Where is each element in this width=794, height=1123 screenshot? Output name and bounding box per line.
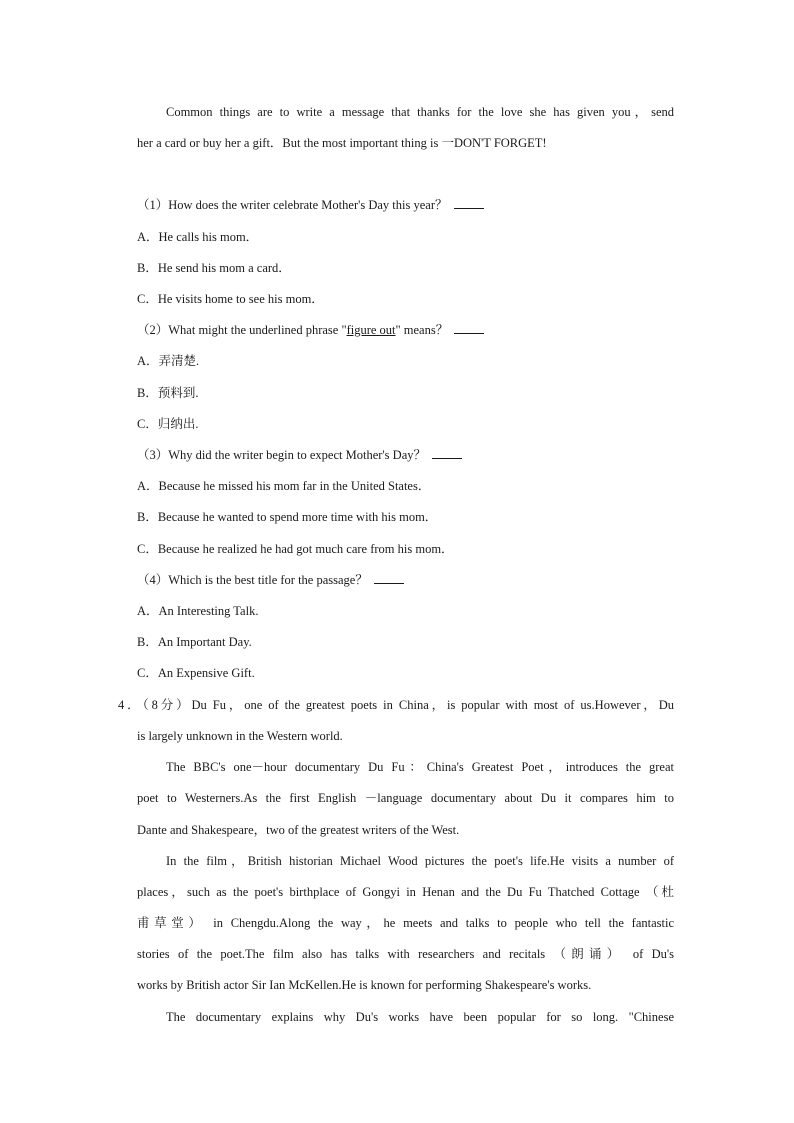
- answer-blank: [374, 572, 404, 584]
- paragraph-line: stories of the poet.The film also has talks with researchers and recitals （朗诵） of Du's: [137, 947, 674, 961]
- option-b: B．预料到.: [137, 386, 199, 400]
- paragraph-line: The documentary explains why Du's works have been popular for so long. "Chinese: [166, 1010, 674, 1024]
- question-1: [137, 197, 484, 213]
- paragraph-line: works by British actor Sir Ian McKellen.He is known for performing Shakespeare's works.: [137, 978, 592, 992]
- question-prompt-after: " means？: [395, 323, 449, 337]
- passage-line: Common things are to write a message that thanks for the love she has given you，send: [166, 105, 674, 119]
- question-2: [137, 322, 484, 338]
- option-c: C．Because he realized he had got much care from his mom．: [137, 542, 454, 556]
- option-c: C．He visits home to see his mom．: [137, 292, 324, 306]
- paragraph-line: Dante and Shakespeare，two of the greatest writers of the West.: [137, 823, 460, 837]
- option-c: C．An Expensive Gift.: [137, 666, 255, 680]
- option-a: A．He calls his mom．: [137, 230, 259, 244]
- paragraph-line: places，such as the poet's birthplace of Gongyi in Henan and the Du Fu Thatched Cottage （杜: [137, 885, 674, 899]
- answer-blank: [454, 322, 484, 334]
- answer-blank: [432, 447, 462, 459]
- option-a: A．弄清楚.: [137, 354, 200, 368]
- section-4-header-cont: is largely unknown in the Western world.: [137, 729, 343, 743]
- question-prompt: （4）Which is the best title for the passage？: [137, 573, 368, 587]
- question-prompt-before: （2）What might the underlined phrase ": [137, 323, 347, 337]
- paragraph-line: poet to Westerners.As the first English －language documentary about Du it compares him to: [137, 791, 674, 805]
- question-4: [137, 572, 404, 588]
- option-a: A．Because he missed his mom far in the United States．: [137, 479, 431, 493]
- option-b: B．Because he wanted to spend more time with his mom．: [137, 510, 438, 524]
- passage-line: her a card or buy her a gift．But the most important thing is 一DON'T FORGET!: [137, 136, 547, 150]
- paragraph-line: The BBC's one－hour documentary Du Fu：China's Greatest Poet，introduces the great: [166, 760, 674, 774]
- paragraph-line: In the film，British historian Michael Wood pictures the poet's life.He visits a number of: [166, 854, 674, 868]
- question-prompt: （3）Why did the writer begin to expect Mother's Day？: [137, 448, 426, 462]
- paragraph-line: 甫草堂） in Chengdu.Along the way，he meets and talks to people who tell the fantastic: [137, 916, 674, 930]
- question-prompt: （1）How does the writer celebrate Mother's Day this year？: [137, 198, 448, 212]
- underlined-phrase: figure out: [346, 323, 396, 337]
- option-b: B．He send his mom a card．: [137, 261, 291, 275]
- answer-blank: [454, 197, 484, 209]
- option-a: A．An Interesting Talk.: [137, 604, 259, 618]
- section-4-header: 4．（8分）Du Fu，one of the greatest poets in China，is popular with most of us.However，Du: [118, 698, 674, 712]
- option-b: B．An Important Day.: [137, 635, 252, 649]
- question-3: [137, 447, 462, 463]
- option-c: C．归纳出.: [137, 417, 199, 431]
